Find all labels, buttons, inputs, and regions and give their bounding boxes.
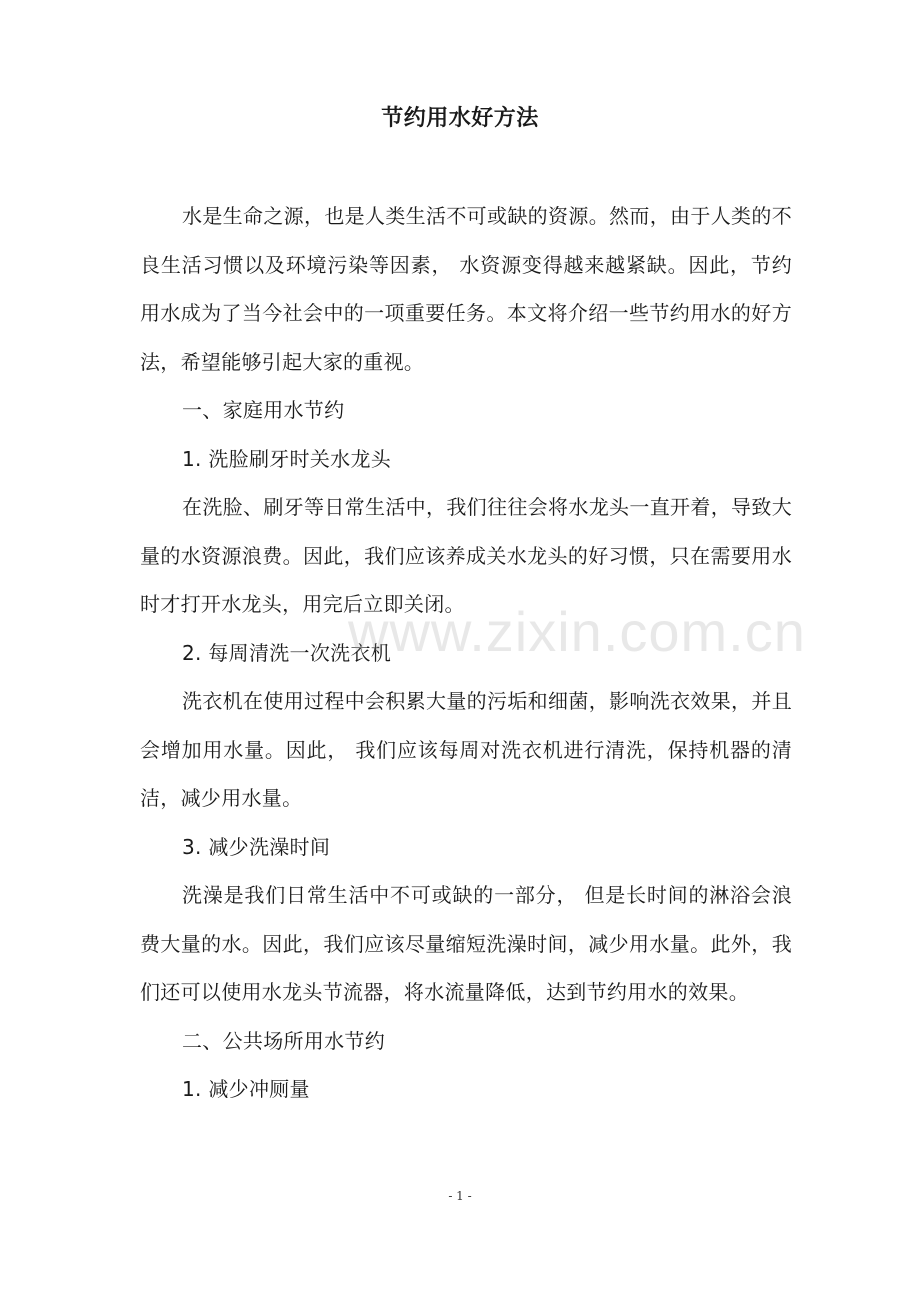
section-heading-public: 二、公共场所用水节约 <box>182 1028 385 1053</box>
page-number: - 1 - <box>448 1189 472 1203</box>
item-heading-turn-off-tap: 1. 洗脸刷牙时关水龙头 <box>182 446 392 471</box>
item-heading-reduce-flush: 1. 减少冲厕量 <box>182 1077 310 1101</box>
item-paragraph-turn-off-tap: 在洗脸、刷牙等日常生活中，我们往往会将水龙头一直开着，导致大量的水资源浪费。因此，我们应该养成关水龙头的好习惯，只在需要用水时才打开水龙头，用完后立即关闭。 <box>140 495 792 616</box>
document-title: 节约用水好方法 <box>381 106 539 131</box>
item-heading-shorter-shower: 3. 减少洗澡时间 <box>182 834 331 859</box>
item-paragraph-clean-washer: 洗衣机在使用过程中会积累大量的污垢和细菌，影响洗衣效果，并且会增加用水量。因此， 我们应该每周对洗衣机进行清洗，保持机器的清洁，减少用水量。 <box>140 689 792 810</box>
item-heading-clean-washer: 2. 每周清洗一次洗衣机 <box>182 640 392 665</box>
intro-paragraph: 水是生命之源，也是人类生活不可或缺的资源。然而，由于人类的不良生活习惯以及环境污染等因素， 水资源变得越来越紧缺。因此，节约用水成为了当今社会中的一项重要任务。本文将介绍一些节约用水的好方法，希望能够引起大家的重视。 <box>140 204 792 374</box>
section-heading-household: 一、家庭用水节约 <box>182 398 345 422</box>
item-paragraph-shorter-shower: 洗澡是我们日常生活中不可或缺的一部分， 但是长时间的淋浴会浪费大量的水。因此，我们应该尽量缩短洗澡时间，减少用水量。此外，我们还可以使用水龙头节流器，将水流量降低，达到节约用水的效果。 <box>140 883 792 1004</box>
watermark: www.zixin.com.cn <box>348 600 806 663</box>
